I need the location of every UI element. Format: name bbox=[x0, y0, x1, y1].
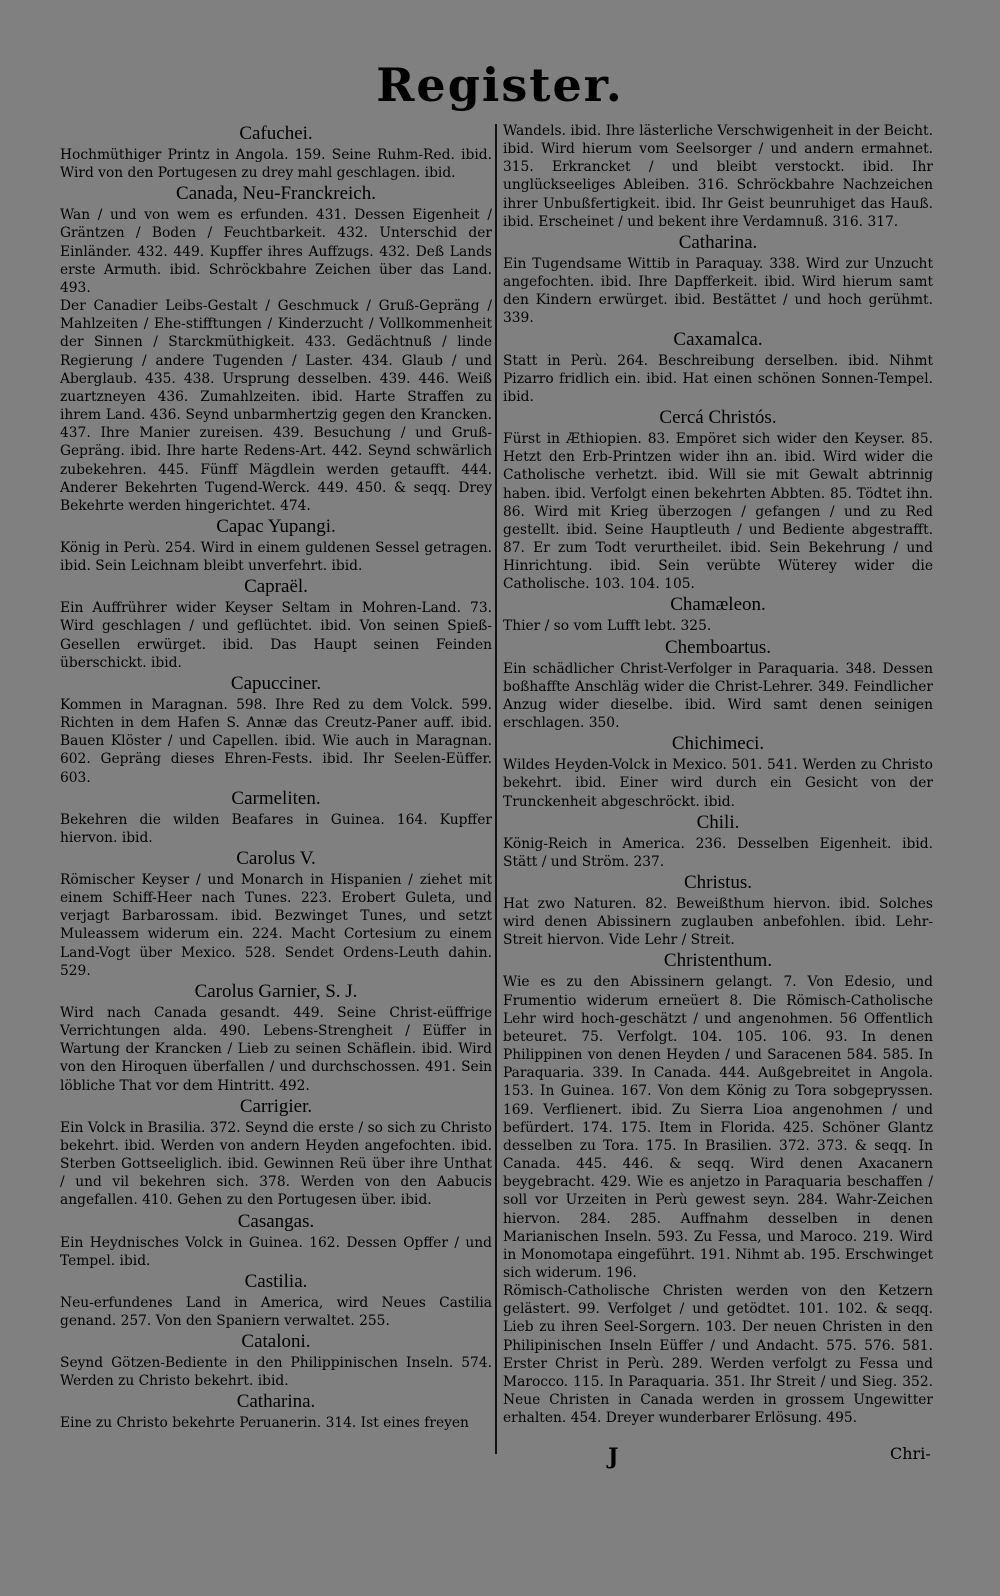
entry-text: König in Perù. 254. Wird in einem guldenen Sessel getragen. ibid. Sein Leichnam bleibt unverfehrt. ibid. bbox=[60, 539, 492, 575]
entry-text: Wird nach Canada gesandt. 449. Seine Christ-eüffrige Verrichtungen alda. 490. Lebens-Strengheit / Eüffer in Wartung der Krancken / Lieb zu seinen Schäflein. ibid. Wird von den Hiroquen überfallen / und durchschossen. 491. Sein löbliche That vor dem Hintritt. 492. bbox=[60, 1004, 492, 1094]
entry-heading: Catharina. bbox=[236, 1391, 316, 1413]
entry-text: Thier / so vom Lufft lebt. 325. bbox=[503, 618, 712, 635]
entry-heading: Chili. bbox=[696, 811, 740, 833]
catchword: Chri- bbox=[890, 1444, 931, 1463]
entry-heading: Carolus V. bbox=[236, 848, 316, 869]
entry-text: Eine zu Christo bekehrte Peruanerin. 314. Ist eines freyen bbox=[60, 1415, 469, 1432]
right-column bbox=[503, 122, 933, 1427]
entry-text: König-Reich in America. 236. Desselben Eigenheit. ibid. Stätt / und Ström. 237. bbox=[503, 835, 933, 870]
entry-heading: Cercá Christós. bbox=[659, 407, 777, 429]
entry-heading: Capucciner. bbox=[230, 672, 322, 694]
entry-text: Seynd Götzen-Bediente in den Philippinischen Inseln. 574. Werden zu Christo bekehrt. ibid. bbox=[60, 1355, 492, 1390]
entry-heading: Chichimeci. bbox=[671, 733, 765, 755]
entry-text: Hochmüthiger Printz in Angola. 159. Seine Ruhm-Red. ibid. Wird von den Portugesen zu drey mahl geschlagen. ibid. bbox=[60, 147, 492, 182]
entry-text: Der Canadier Leibs-Gestalt / Geschmuck / Gruß-Gepräng / Mahlzeiten / Ehe-stifftungen / Kinderzucht / Vollkommenheit der Sinnen / Starckmüthigkeit. 433. Gedächtnuß / linde Regierung / andere Tugenden / Laster. 434. Glaub / und Aberglaub. 435. 438. Ursprung desselben. 439. 446. Weiß zuartzneyen 436. Zumahlzeiten. ibid. Harte Straffen zu ihrem Land. 436. Seynd unbarmhertzig gegen den Krancken. 437. Ihre Manier zureisen. 439. Besuchung / und Gruß-Gepräng. ibid. Ihre harte Redens-Art. 442. Seynd schwärlich zubekehren. 445. Fünff Mägdlein werden getaufft. 444. Anderer Bekehrten Tugend-Werck. 449. 450. & seqq. Drey Bekehrte werden hingerichtet. 474. bbox=[60, 298, 492, 514]
entry-heading: Carmeliten. bbox=[231, 787, 321, 809]
entry-text: Wie es zu den Abissinern gelangt. 7. Von Edesio, und Frumentio widerum erneüert 8. Die Römisch-Catholische Lehr wird hoch-geschätzt / und angenohmen. 56 Offentlich beteuret. 75. Verfolgt. 104. 105. 106. 93. In denen Philippinen von denen Heyden / und Saracenen 584. 585. In Paraquaria. 339. In Canada. 444. Außgebreitet in Angola. 153. In Guinea. 167. Von dem König zu Tora sobgepryssen. 169. Verflienert. ibid. Zu Sierra Lioa angenohmen / und befürdert. 174. 175. Item in Florida. 425. Schöner Glantz desselben zu Tora. 175. In Brasilien. 372. 373. & seqq. In Canada. 445. 446. & seqq. Wird denen Axacanern beygebracht. 429. Wie es anjetzo in Paraquaria beschaffen / soll vor Urzeiten in Perù gewest seyn. 284. Wahr-Zeichen hiervon. 284. 285. Auffnahm desselben in denen Marianischen Inseln. 593. Zu Fessa, und Maroco. 219. Wird in Monomotapa eingeführt. 191. Nihmt ab. 195. Erschwinget sich widerum. 196. bbox=[503, 974, 933, 1281]
entry-text: Ein Volck in Brasilia. 372. Seynd die erste / so sich zu Christo bekehrt. ibid. Werden von andern Heyden angefochten. ibid. Sterben Gottseeliglich. ibid. Gewinnen Reü über ihre Unthat / und vil bekehren sich. 378. Werden von den Aabucis angefallen. 410. Gehen zu den Portugesen über. ibid. bbox=[60, 1119, 492, 1209]
entry-heading: Capraël. bbox=[244, 576, 308, 598]
entry-heading: Chemboartus. bbox=[664, 636, 772, 658]
entry-heading: Christus. bbox=[683, 872, 753, 893]
signature-mark: J bbox=[608, 1444, 619, 1470]
entry-text: Ein Heydnisches Volck in Guinea. 162. Dessen Opffer / und Tempel. ibid. bbox=[60, 1234, 492, 1269]
entry-heading: Castilia. bbox=[244, 1270, 308, 1292]
page-title: Register. bbox=[376, 58, 624, 112]
entry-text: Wandels. ibid. Ihre lästerliche Verschwigenheit in der Beicht. ibid. Wird hierum vom Seelsorger / und andern ermahnet. 315. Erkrancket / und bleibt verstockt. ibid. Ihr unglückseeliges Ableiben. 316. Schröckbahre Nachzeichen ihrer Unbußfertigkeit. ibid. Ihr Geist beunruhiget das Hauß. ibid. Erscheinet / und bekent ihre Verdamnuß. 316. 317. bbox=[503, 123, 933, 230]
entry-text: Römisch-Catholische Christen werden von den Ketzern gelästert. 99. Verfolget / und getödtet. 101. 102. & seqq. Lieb zu ihren Seel-Sorgern. 103. Der neuen Christen in den Philipinischen Inseln Eüffer / und Andacht. 575. 576. 581. Erster Christ in Perù. 289. Werden verfolgt zu Fessa und Marocco. 115. In Paraquaria. 351. Ihr Streit / und Sieg. 352. Neue Christen in Canada werden in grossem Ungewitter erhalten. 454. Dreyer wunderbarer Erlösung. 495. bbox=[503, 1283, 933, 1427]
entry-heading: Casangas. bbox=[237, 1210, 315, 1232]
left-column bbox=[60, 122, 492, 1433]
entry-heading: Canada, Neu-Franckreich. bbox=[176, 183, 376, 205]
entry-text: Neu-erfundenes Land in America, wird Neues Castilia genand. 257. Von den Spaniern verwaltet. 255. bbox=[60, 1294, 492, 1329]
entry-text: Wan / und von wem es erfunden. 431. Dessen Eigenheit / Gräntzen / Boden / Feuchtbarkeit. 432. Unterschid der Einländer. 432. 449. Kupffer ihres Auffzugs. 432. Deß Lands erste Armuth. ibid. Schröckbahre Zeichen über das Land. 493. bbox=[60, 207, 492, 296]
entry-heading: Carrigier. bbox=[239, 1095, 313, 1117]
entry-heading: Carolus Garnier, S. J. bbox=[194, 980, 358, 1002]
entry-text: Ein schädlicher Christ-Verfolger in Paraquaria. 348. Dessen boßhaffte Anschläg wider die Christ-Lehrer. 349. Feindlicher Anzug wider dieselbe. ibid. Wird samt denen seinigen erschlagen. 350. bbox=[503, 660, 933, 732]
entry-text: Kommen in Maragnan. 598. Ihre Red zu dem Volck. 599. Richten in dem Hafen S. Annæ das Creutz-Paner auff. ibid. Bauen Klöster / und Capellen. ibid. Wie auch in Maragnan. 602. Gepräng dieses Ehren-Fests. ibid. Ihr Seelen-Eüffer. 603. bbox=[60, 696, 492, 786]
column-divider bbox=[495, 124, 497, 1454]
entry-text: Fürst in Æthiopien. 83. Empöret sich wider den Keyser. 85. Hetzt den Erb-Printzen wider ihn an. ibid. Wird wider die Catholische verhetzt. ibid. Will sie mit Gewalt abtrinnig haben. ibid. Verfolgt einen bekehrten Abbten. 85. Tödtet ihn. 86. Wird mit Krieg überzogen / gefangen / und zu Red gestellt. ibid. Seine Hauptleuth / und Bediente abgestrafft. 87. Er zum Todt verurtheilet. ibid. Sein Bekehrung / und Hinrichtung. ibid. Sein verübte Wüterey wider die Catholische. 103. 104. 105. bbox=[503, 431, 933, 593]
entry-text: Statt in Perù. 264. Beschreibung derselben. ibid. Nihmt Pizarro fridlich ein. ibid. Hat einen schönen Sonnen-Tempel. ibid. bbox=[503, 352, 933, 405]
entry-heading: Caxamalca. bbox=[673, 328, 763, 350]
entry-heading: Catharina. bbox=[678, 231, 758, 253]
entry-heading: Capac Yupangi. bbox=[216, 515, 336, 537]
entry-text: Ein Tugendsame Wittib in Paraquay. 338. Wird zur Unzucht angefochten. ibid. Ihre Dapfferkeit. ibid. Wird hierum samt den Kindern erwürget. ibid. Bestättet / und hoch gerühmt. 339. bbox=[503, 255, 933, 327]
entry-text: Wildes Heyden-Volck in Mexico. 501. 541. Werden zu Christo bekehrt. ibid. Einer wird durch ein Gesicht von der Trunckenheit abgeschröckt. ibid. bbox=[503, 757, 933, 810]
entry-text: Ein Auffrührer wider Keyser Seltam in Mohren-Land. 73. Wird geschlagen / und geflüchtet. ibid. Von seinen Spieß-Gesellen erwürget. ibid. Das Haupt seinen Feinden überschickt. ibid. bbox=[60, 600, 492, 671]
entry-text: Bekehren die wilden Beafares in Guinea. 164. Kupffer hiervon. ibid. bbox=[60, 811, 492, 846]
entry-heading: Cataloni. bbox=[241, 1331, 311, 1353]
entry-heading: Chamæleon. bbox=[670, 594, 766, 616]
entry-heading: Christenthum. bbox=[663, 950, 773, 972]
entry-heading: Cafuchei. bbox=[239, 123, 313, 144]
entry-text: Römischer Keyser / und Monarch in Hispanien / ziehet mit einem Schiff-Heer nach Tunes. 223. Erobert Guleta, und verjagt Barbarossam. ibid. Bezwinget Tunes, und setzt Muleassem widerum ein. 224. Macht Cortesium zu einem Land-Vogt über Mexico. 528. Sendet Ordens-Leuth dahin. 529. bbox=[60, 872, 492, 979]
entry-text: Hat zwo Naturen. 82. Beweißthum hiervon. ibid. Solches wird denen Abissinern zuglauben anbefohlen. ibid. Lehr-Streit hiervon. Vide Lehr / Streit. bbox=[503, 896, 933, 949]
